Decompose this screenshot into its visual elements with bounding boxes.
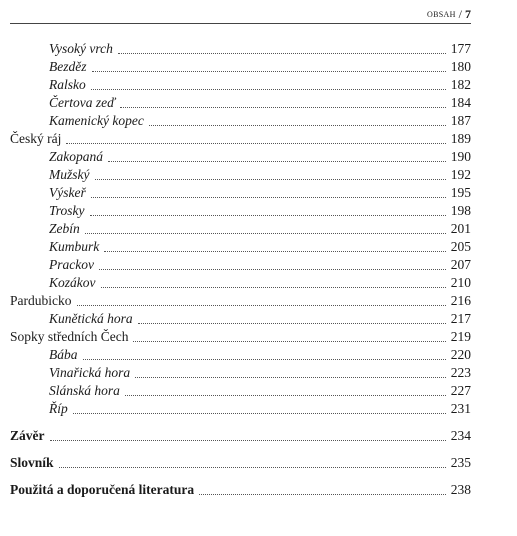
toc-entry-title: Ralsko [49, 77, 86, 92]
toc-entry-rip [10, 399, 471, 417]
toc-entry-zakopana [10, 147, 471, 165]
toc-chapter-title: Český ráj [10, 131, 62, 146]
toc-entry-page: 184 [450, 95, 471, 110]
toc-entry-title: Kumburk [49, 239, 100, 254]
toc-entry-page: 177 [450, 41, 471, 56]
toc-chapter-title: Slovník [10, 455, 54, 470]
dot-leader [133, 341, 446, 342]
toc-chapter-page: 216 [450, 293, 471, 308]
toc-entry-title: Výskeř [49, 185, 86, 200]
toc-chapter-page: 235 [450, 455, 471, 470]
spacer [10, 471, 471, 480]
toc-entry-certova-zed [10, 93, 471, 111]
toc-entry-title: Zebín [49, 221, 80, 236]
toc-entry-title: Slánská hora [49, 383, 120, 398]
toc-entry-page: 192 [450, 167, 471, 182]
toc-chapter-title: Závěr [10, 428, 45, 443]
dot-leader [104, 251, 446, 252]
toc-chapter-pardubicko [10, 291, 471, 309]
toc-chapter-literatura [10, 480, 471, 498]
toc-entry-vinaricka-hora [10, 363, 471, 381]
dot-leader [50, 440, 447, 441]
toc-entry-page: 227 [450, 383, 471, 398]
toc-chapter-slovnik [10, 453, 471, 471]
dot-leader [73, 413, 446, 414]
toc-entry-title: Zakopaná [49, 149, 103, 164]
toc-entry-title: Čertova zeď [49, 95, 116, 110]
toc-entry-page: 205 [450, 239, 471, 254]
toc-entry-title: Kozákov [49, 275, 96, 290]
dot-leader [77, 305, 447, 306]
dot-leader [199, 494, 446, 495]
toc-entry-page: 210 [450, 275, 471, 290]
toc-entry-title: Vinařická hora [49, 365, 131, 380]
toc-chapter-title: Použitá a doporučená literatura [10, 482, 195, 497]
toc-entry-title: Mužský [49, 167, 90, 182]
spacer [10, 444, 471, 453]
dot-leader [108, 161, 446, 162]
dot-leader [118, 53, 446, 54]
dot-leader [99, 269, 446, 270]
toc-entry-muzsky [10, 165, 471, 183]
toc-entry-ralsko [10, 75, 471, 93]
toc-chapter-page: 219 [450, 329, 471, 344]
toc-entry-page: 195 [450, 185, 471, 200]
toc-entry-title: Kunětická hora [49, 311, 133, 326]
dot-leader [120, 107, 446, 108]
dot-leader [95, 179, 447, 180]
toc-entry-page: 217 [450, 311, 471, 326]
toc-entry-trosky [10, 201, 471, 219]
toc-entry-kozakov [10, 273, 471, 291]
toc-chapter-sopky [10, 327, 471, 345]
dot-leader [66, 143, 446, 144]
spacer [10, 417, 471, 426]
dot-leader [91, 89, 446, 90]
toc-entry-page: 190 [450, 149, 471, 164]
header-separator: / [458, 7, 462, 21]
toc-entry-title: Bezděz [49, 59, 87, 74]
toc-entry-page: 187 [450, 113, 471, 128]
toc-entry-title: Kamenický kopec [49, 113, 144, 128]
dot-leader [135, 377, 446, 378]
toc-entry-title: Vysoký vrch [49, 41, 113, 56]
toc-entry-page: 220 [450, 347, 471, 362]
toc-entry-title: Říp [49, 401, 68, 416]
dot-leader [83, 359, 447, 360]
toc-chapter-page: 234 [450, 428, 471, 443]
toc-entry-kumburk [10, 237, 471, 255]
running-header [10, 6, 471, 24]
dot-leader [59, 467, 446, 468]
toc-entry-vysker [10, 183, 471, 201]
dot-leader [101, 287, 447, 288]
header-page-number: 7 [465, 7, 471, 21]
toc-entry-bezdez [10, 57, 471, 75]
dot-leader [125, 395, 446, 396]
toc-entry-kamenicky-kopec [10, 111, 471, 129]
dot-leader [92, 71, 447, 72]
toc-chapter-cesky-raj [10, 129, 471, 147]
toc-entry-title: Bába [49, 347, 78, 362]
toc-chapter-title: Pardubicko [10, 293, 72, 308]
dot-leader [85, 233, 446, 234]
toc-entry-page: 201 [450, 221, 471, 236]
toc-entry-page: 182 [450, 77, 471, 92]
toc-entry-page: 231 [450, 401, 471, 416]
table-of-contents [10, 39, 471, 498]
toc-entry-baba [10, 345, 471, 363]
toc-entry-page: 207 [450, 257, 471, 272]
toc-entry-page: 198 [450, 203, 471, 218]
toc-entry-vysoky-vrch [10, 39, 471, 57]
toc-entry-zebin [10, 219, 471, 237]
toc-entry-page: 223 [450, 365, 471, 380]
toc-chapter-title: Sopky středních Čech [10, 329, 129, 344]
toc-chapter-page: 189 [450, 131, 471, 146]
dot-leader [149, 125, 446, 126]
toc-entry-slanska-hora [10, 381, 471, 399]
dot-leader [91, 197, 446, 198]
dot-leader [90, 215, 446, 216]
header-section-label: OBSAH [427, 10, 456, 19]
toc-entry-kuneticka-hora [10, 309, 471, 327]
toc-chapter-zaver [10, 426, 471, 444]
toc-entry-title: Trosky [49, 203, 85, 218]
toc-chapter-page: 238 [450, 482, 471, 497]
toc-entry-title: Prackov [49, 257, 94, 272]
toc-entry-prackov [10, 255, 471, 273]
toc-entry-page: 180 [450, 59, 471, 74]
dot-leader [138, 323, 446, 324]
